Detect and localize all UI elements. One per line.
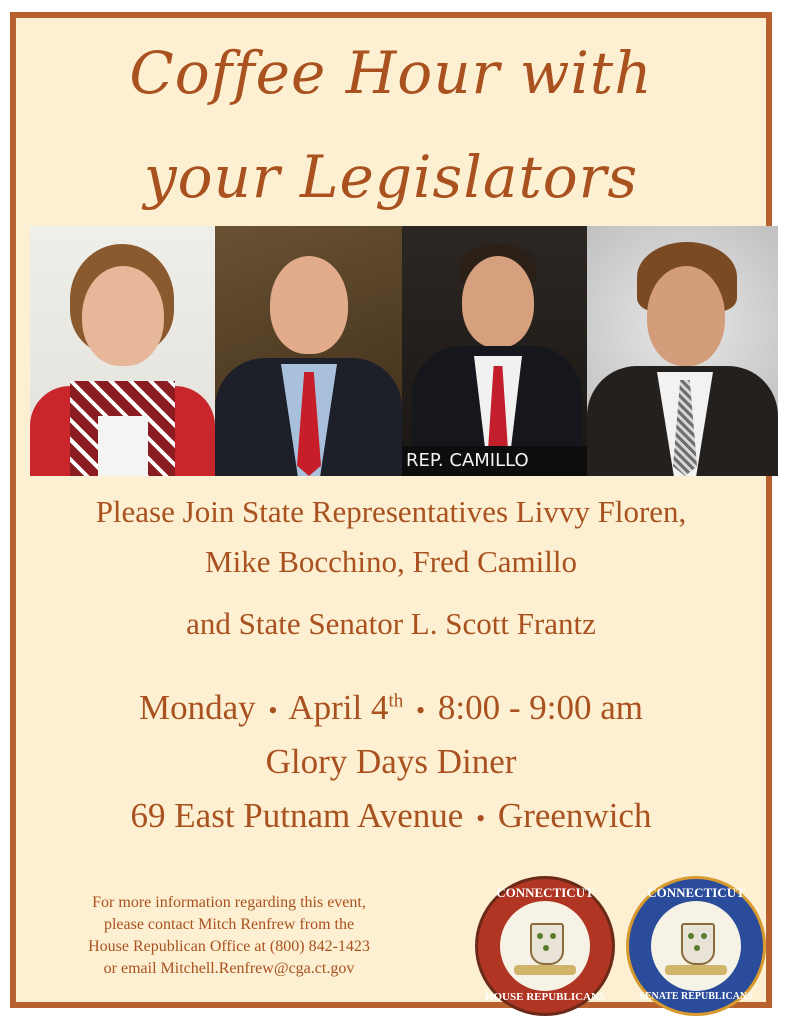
seal-center [500, 901, 590, 991]
face [270, 256, 348, 354]
event-time: 8:00 - 9:00 am [437, 688, 643, 727]
grapevine-icon [550, 933, 556, 939]
face [82, 266, 164, 366]
contact-line-2: please contact Mitch Renfrew from the [103, 916, 355, 933]
ribbon-icon [665, 965, 727, 975]
event-address [16, 796, 766, 836]
event-date: April 4 [288, 688, 389, 727]
event-street: 69 East Putnam Avenue [130, 796, 464, 835]
flyer [10, 12, 772, 1008]
legislator-photos [30, 226, 778, 476]
grapevine-icon [543, 945, 549, 951]
event-date-suffix: th [388, 690, 404, 712]
photo-floren [30, 226, 215, 476]
ribbon-icon [514, 965, 576, 975]
nameplate: REP. CAMILLO [402, 446, 587, 476]
event-venue: Glory Days Diner [265, 742, 517, 781]
separator-dot: • [476, 803, 486, 833]
grapevine-icon [694, 945, 700, 951]
contact-info [44, 892, 414, 980]
shield-icon [530, 923, 564, 965]
blouse [98, 416, 148, 476]
contact-email: or email Mitchell.Renfrew@cga.ct.gov [103, 960, 355, 977]
photo-camillo [402, 226, 587, 476]
house-republicans-seal [475, 876, 615, 1016]
separator-dot: • [268, 695, 278, 725]
seal-bottom-text: HOUSE REPUBLICANS [484, 991, 606, 1003]
invite-line-1: Please Join State Representatives Livvy Floren, [95, 494, 687, 529]
seal-top-text: CONNECTICUT [647, 885, 745, 900]
seal-bottom-text: SENATE REPUBLICANS [639, 991, 753, 1002]
grapevine-icon [701, 933, 707, 939]
seal-center [651, 901, 741, 991]
invite-line-2: Mike Bocchino, Fred Camillo [205, 544, 577, 579]
contact-line-1: For more information regarding this event, [92, 894, 366, 911]
separator-dot: • [416, 695, 426, 725]
photo-bocchino [215, 226, 402, 476]
seal-top-text: CONNECTICUT [496, 885, 594, 900]
face [647, 266, 725, 366]
event-day: Monday [139, 688, 256, 727]
contact-line-3: House Republican Office at (800) 842-1423 [88, 938, 370, 955]
grapevine-icon [537, 933, 543, 939]
title-line-1: Coffee Hour with [129, 39, 653, 107]
photo-frantz [587, 226, 778, 476]
event-town: Greenwich [497, 796, 652, 835]
shield-icon [681, 923, 715, 965]
senate-republicans-seal [626, 876, 766, 1016]
event-when [16, 688, 766, 728]
face [462, 256, 534, 348]
invite-line-3: and State Senator L. Scott Frantz [186, 606, 596, 641]
title-line-2: your Legislators [143, 143, 639, 211]
grapevine-icon [688, 933, 694, 939]
